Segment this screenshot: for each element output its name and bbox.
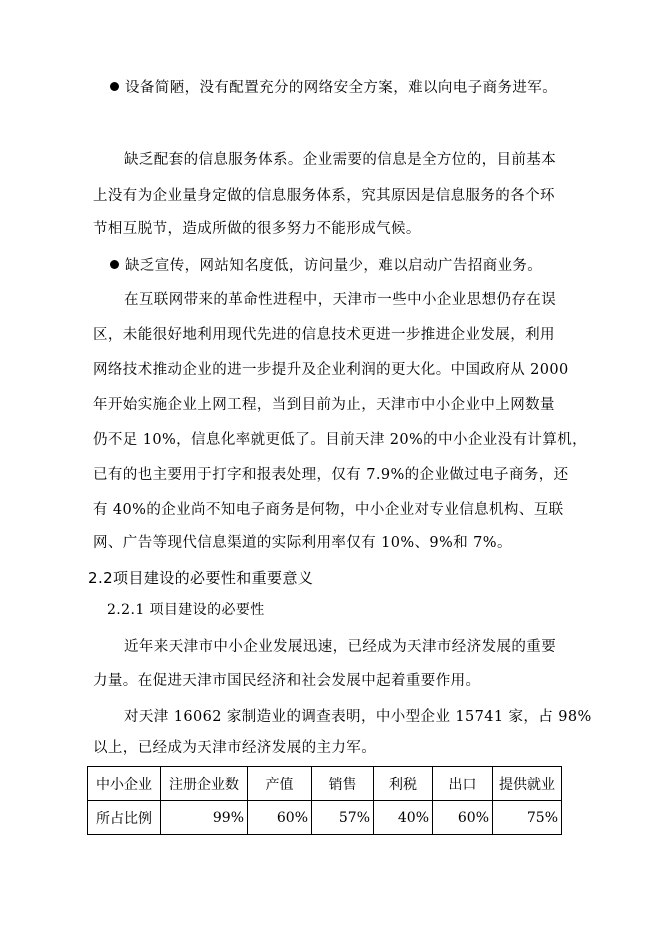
text-line: 年开始实施企业上网工程，当到目前为止，天津市中小企业中上网数量 [93, 397, 555, 413]
text-line: 力量。在促进天津市国民经济和社会发展中起着重要作用。 [93, 673, 481, 689]
bullet-security [110, 78, 557, 98]
text-line: 以上，已经成为天津市经济发展的主力军。 [93, 740, 377, 756]
text-line: 缺乏配套的信息服务体系。企业需要的信息是全方位的，目前基本 [124, 152, 557, 168]
text-line: 在互联网带来的革命性进程中，天津市一些中小企业思想仍存在误 [124, 292, 557, 308]
column-header: 产值 [248, 767, 312, 801]
text-line: 缺乏宣传，网站知名度低，访问量少，难以启动广告招商业务。 [125, 258, 543, 274]
text-line: 已有的也主要用于打字和报表处理，仅有 7.9%的企业做过电子商务，还 [93, 467, 569, 483]
column-header: 注册企业数 [161, 767, 248, 801]
column-header: 销售 [312, 767, 374, 801]
table-cell: 60% [433, 801, 493, 835]
sme-share-table [87, 766, 562, 835]
table-cell: 57% [312, 801, 374, 835]
table-cell: 60% [248, 801, 312, 835]
text-line: 有 40%的企业尚不知电子商务是何物，中小企业对专业信息机构、互联 [93, 502, 564, 518]
text-line: 上没有为企业量身定做的信息服务体系，究其原因是信息服务的各个环 [93, 188, 555, 204]
table-header-row [88, 767, 562, 801]
table-row [88, 801, 562, 835]
column-header: 利税 [374, 767, 433, 801]
column-header: 提供就业 [493, 767, 562, 801]
bullet-promotion [110, 256, 542, 276]
table-cell: 99% [161, 801, 248, 835]
text-line: 区，未能很好地利用现代先进的信息技术更进一步推进企业发展，利用 [93, 327, 555, 343]
text-line: 近年来天津市中小企业发展迅速，已经成为天津市经济发展的重要 [124, 639, 557, 655]
text-line: 网络技术推动企业的进一步提升及企业利润的更大化。中国政府从 2000 [93, 362, 569, 378]
table-cell: 40% [374, 801, 433, 835]
row-label: 中小企业 [88, 767, 161, 801]
table-cell: 75% [493, 801, 562, 835]
row-label: 所占比例 [88, 801, 161, 835]
text-line: 设备简陋，没有配置充分的网络安全方案，难以向电子商务进军。 [125, 80, 558, 96]
section-heading: 2.2项目建设的必要性和重要意义 [88, 569, 314, 587]
text-line: 对天津 16062 家制造业的调查表明，中小型企业 15741 家，占 98% [124, 709, 592, 725]
column-header: 出口 [433, 767, 493, 801]
text-line: 网、广告等现代信息渠道的实际利用率仅有 10%、9%和 7%。 [93, 535, 512, 551]
subsection-heading: 2.2.1 项目建设的必要性 [107, 602, 265, 618]
text-line: 节相互脱节，造成所做的很多努力不能形成气候。 [93, 221, 421, 237]
text-line: 仍不足 10%，信息化率就更低了。目前天津 20%的中小企业没有计算机， [93, 432, 588, 448]
